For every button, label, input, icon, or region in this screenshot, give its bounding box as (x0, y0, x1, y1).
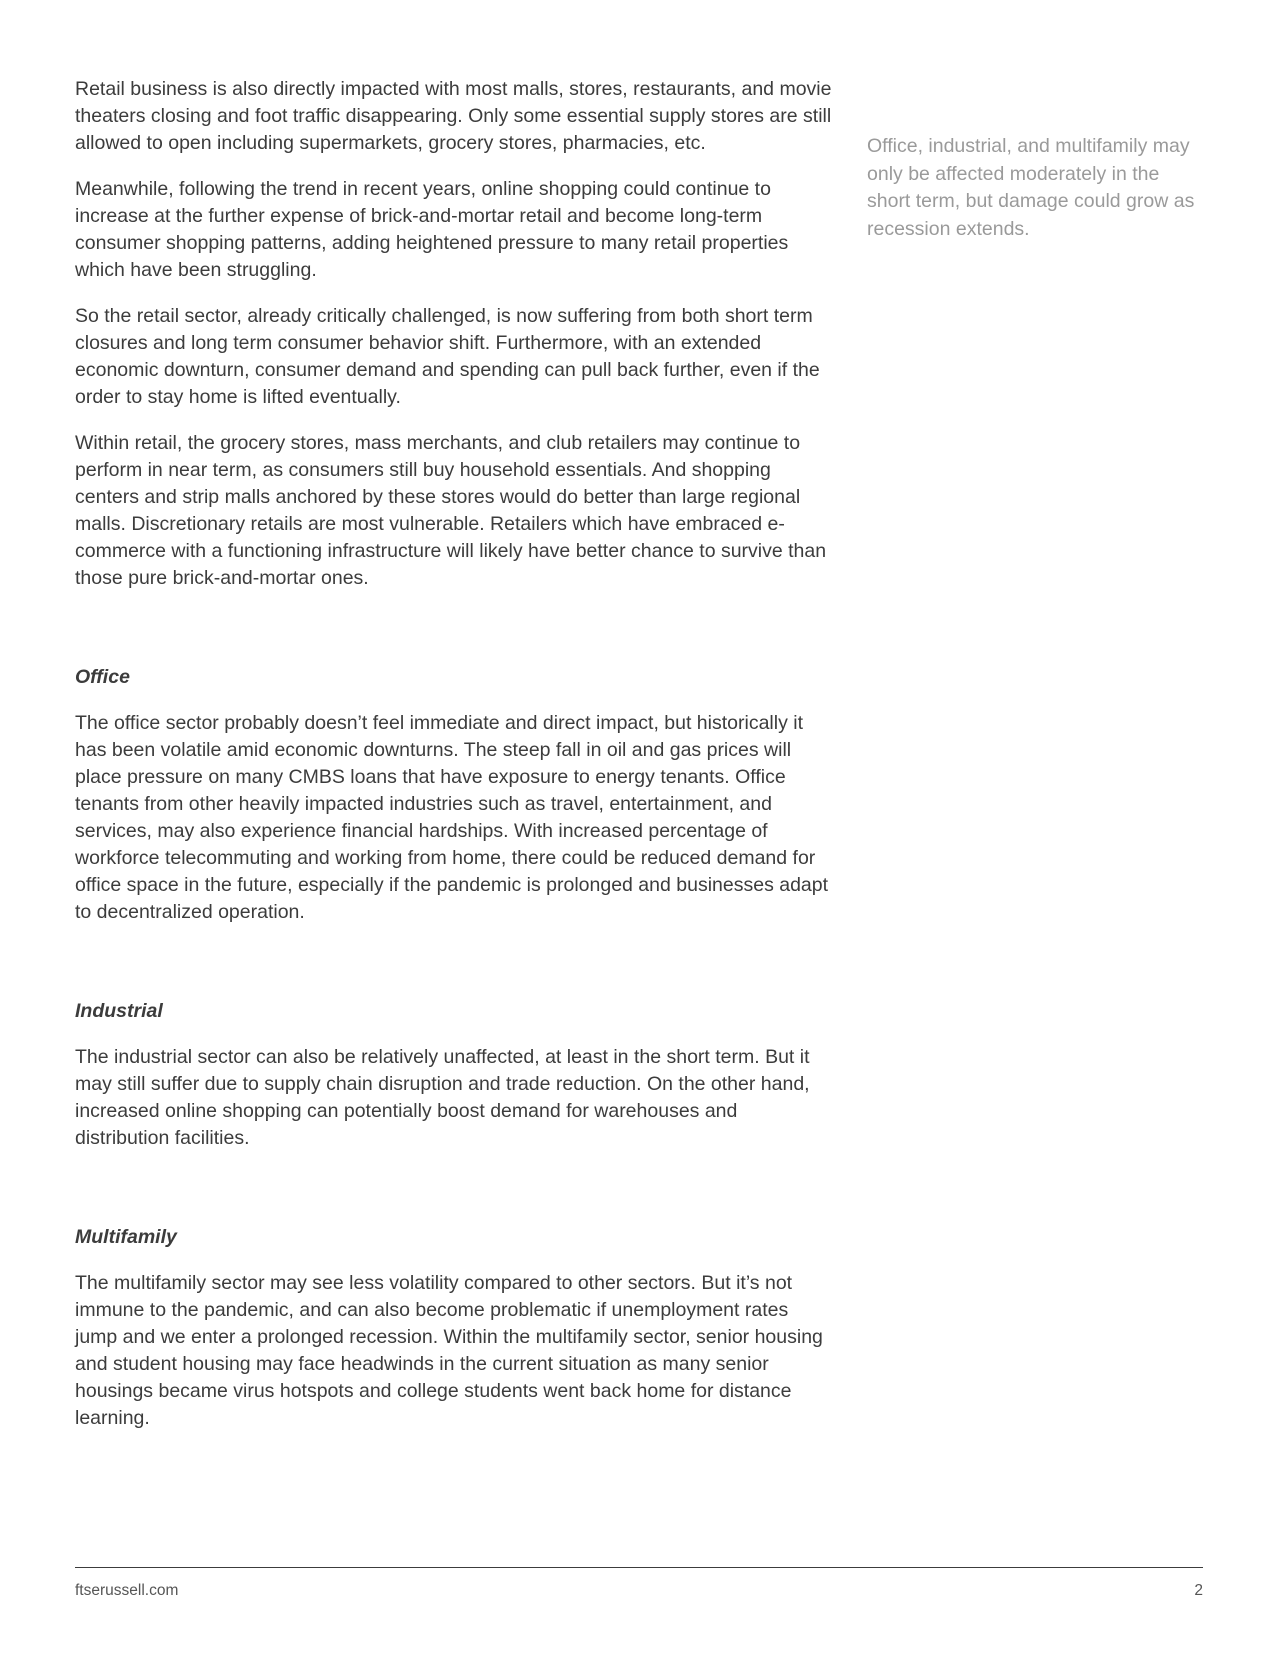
industrial-paragraph: The industrial sector can also be relatively unaffected, at least in the short term. But it may still suffer due to supply chain disruption and trade reduction. On the other hand, increased online shopping can potentially boost demand for warehouses and distribution facilities. (75, 1046, 810, 1149)
footer-site: ftserussell.com (75, 1582, 179, 1599)
office-heading: Office (75, 666, 130, 688)
main-content (75, 76, 833, 1451)
retail-paragraph-1: Retail business is also directly impacted with most malls, stores, restaurants, and movie theaters closing and foot traffic disappearing. Only some essential supply stores are still allowed to open including supermarkets, grocery stores, pharmacies, etc. (75, 78, 832, 154)
office-paragraph: The office sector probably doesn’t feel immediate and direct impact, but historically it has been volatile amid economic downturns. The steep fall in oil and gas prices will place pressure on many CMBS loans that have exposure to energy tenants. Office tenants from other heavily impacted industries such as travel, entertainment, and services, may also experience financial hardships. With increased percentage of workforce telecommuting and working from home, there could be reduced demand for office space in the future, especially if the pandemic is prolonged and businesses adapt to decentralized operation. (75, 712, 829, 923)
multifamily-paragraph: The multifamily sector may see less volatility compared to other sectors. But it’s not immune to the pandemic, and can also become problematic if unemployment rates jump and we enter a prolonged recession. Within the multifamily sector, senior housing and student housing may face headwinds in the current situation as many senior housings became virus hotspots and college students went back home for distance learning. (75, 1272, 823, 1429)
multifamily-heading: Multifamily (75, 1226, 177, 1248)
retail-paragraph-2: Meanwhile, following the trend in recent years, online shopping could continue to increase at the further expense of brick-and-mortar retail and become long-term consumer shopping patterns, adding heightened pressure to many retail properties which have been struggling. (75, 178, 789, 281)
retail-paragraph-4: Within retail, the grocery stores, mass merchants, and club retailers may continue to perform in near term, as consumers still buy household essentials. And shopping centers and strip malls anchored by these stores would do better than large regional malls. Discretionary retails are most vulnerable. Retailers which have embraced e-commerce with a functioning infrastructure will likely have better chance to survive than those pure brick-and-mortar ones. (75, 432, 827, 589)
sidebar-callout: Office, industrial, and multifamily may only be affected moderately in the short term, but damage could grow as recession extends. (867, 135, 1195, 240)
retail-paragraph-3: So the retail sector, already critically challenged, is now suffering from both short term closures and long term consumer behavior shift. Furthermore, with an extended economic downturn, consumer demand and spending can pull back further, even if the order to stay home is lifted eventually. (75, 305, 820, 408)
footer-divider (75, 1567, 1203, 1568)
industrial-heading: Industrial (75, 1000, 163, 1022)
page-number: 2 (1194, 1582, 1203, 1599)
